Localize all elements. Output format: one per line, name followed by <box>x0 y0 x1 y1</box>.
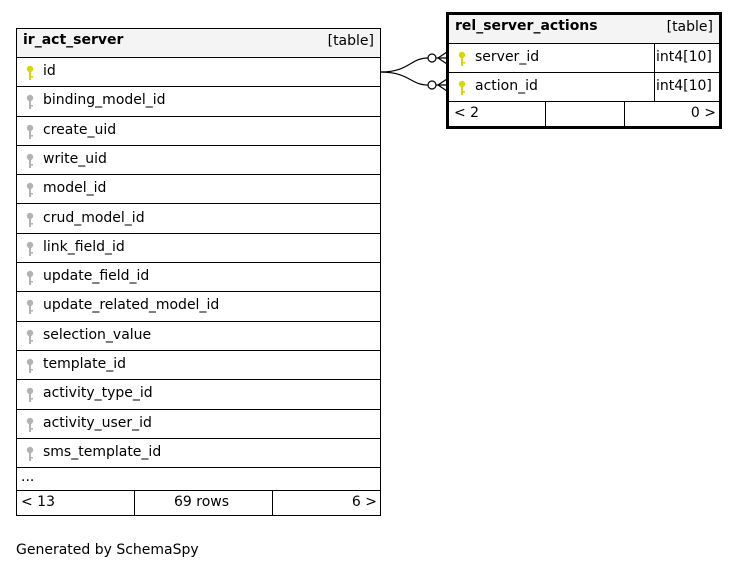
column-name: activity_type_id <box>43 385 153 402</box>
table-kind: [table] <box>327 33 374 49</box>
column-type: int4[10] <box>656 49 712 65</box>
zero-optional-marker <box>428 54 436 62</box>
column-name: template_id <box>43 356 126 372</box>
table-name: rel_server_actions <box>455 18 598 34</box>
column-name: model_id <box>43 180 107 197</box>
column-name: write_uid <box>43 150 107 167</box>
column-name: binding_model_id <box>43 92 166 109</box>
relationship-line-action-id <box>380 72 447 85</box>
children-count[interactable]: 6 > <box>351 494 377 510</box>
table-kind: [table] <box>666 19 713 35</box>
column-name: sms_template_id <box>43 443 162 460</box>
column-name: crud_model_id <box>43 209 145 226</box>
column-name: selection_value <box>43 326 152 343</box>
column-type: int4[10] <box>656 78 712 94</box>
column-name: update_related_model_id <box>43 297 220 314</box>
zero-optional-marker <box>428 81 436 89</box>
row-count: 69 rows <box>174 494 230 510</box>
column-name: action_id <box>475 78 538 94</box>
parents-count[interactable]: < 13 <box>21 494 55 510</box>
column-name: activity_user_id <box>43 414 152 431</box>
table-name: ir_act_server <box>23 32 124 48</box>
parents-count[interactable]: < 2 <box>454 105 480 121</box>
ellipsis: ... <box>21 469 35 485</box>
column-name: link_field_id <box>43 238 125 255</box>
relationship-line-server-id <box>380 58 447 72</box>
column-name: create_uid <box>43 121 117 138</box>
column-name: server_id <box>475 49 540 65</box>
column-name: id <box>43 63 56 79</box>
column-name: update_field_id <box>43 268 150 285</box>
generated-by-label: Generated by SchemaSpy <box>16 542 199 558</box>
children-count[interactable]: 0 > <box>690 105 716 121</box>
